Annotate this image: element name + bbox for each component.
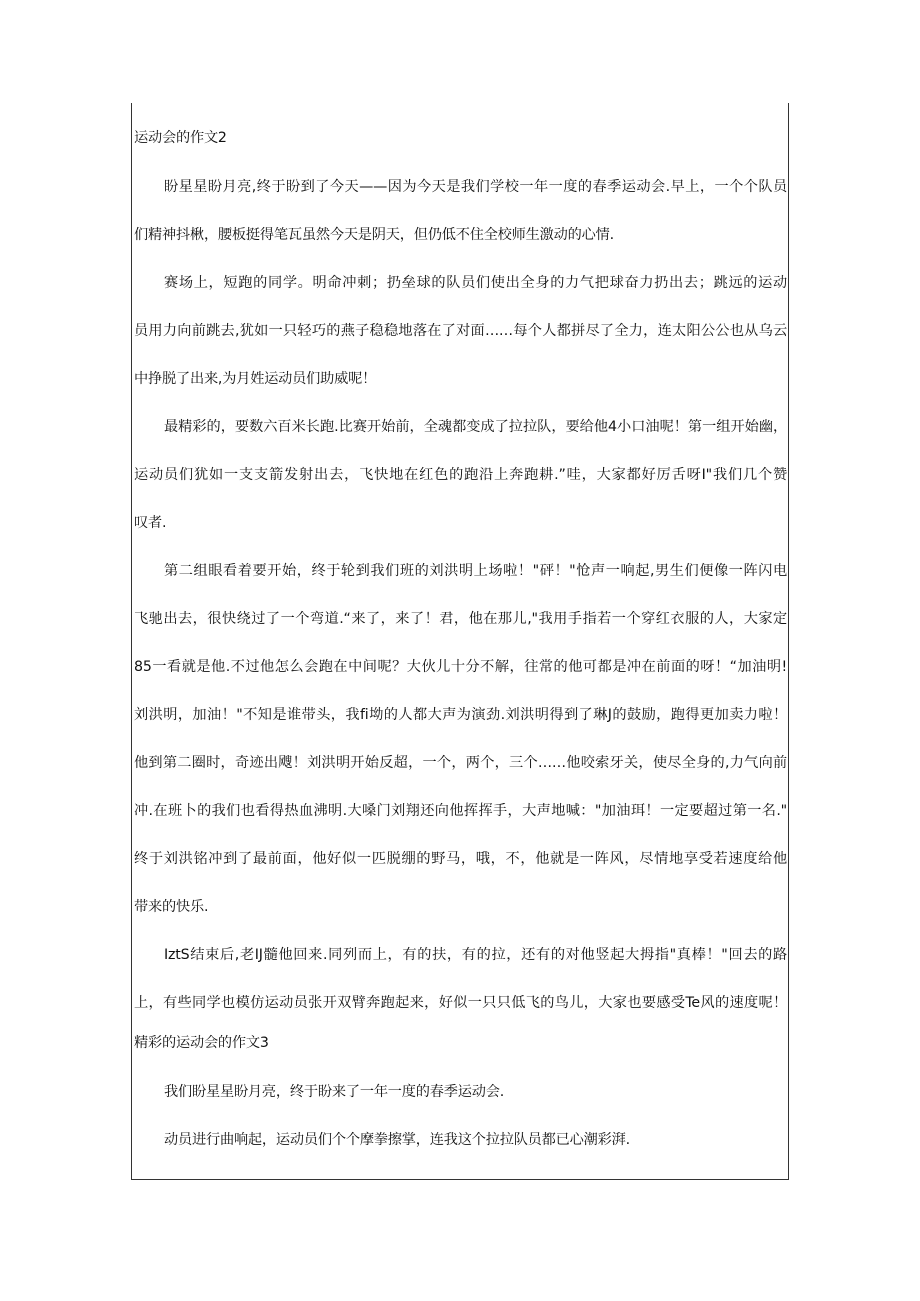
essay-2-title: 运动会的作文2 (134, 130, 227, 146)
paragraph-4-line-2: 飞驰出去，很快绕过了一个弯道.“来了，来了！君，他在那儿,"我用手指若一个穿红衣服的人，大家定 (134, 611, 787, 627)
page-border (131, 103, 789, 1180)
essay-3-title: 精彩的运动会的作文3 (134, 1035, 269, 1051)
paragraph-4-line-8: 带来的快乐. (134, 899, 209, 915)
paragraph-2-line-2: 员用力向前跳去,犹如一只轻巧的燕子稳稳地落在了对面……每个人都拼尽了全力，连太阳公公也从乌云 (134, 323, 787, 339)
paragraph-3-line-2: 运动员们犹如一支支箭发射出去，飞快地在红色的跑沿上奔跑耕.”哇，大家都好厉舌呀I"我们几个赞 (134, 467, 787, 483)
paragraph-7-line-1: 动员进行曲响起，运动员们个个摩拳擦掌，连我这个拉拉队员都已心潮彩湃. (164, 1132, 630, 1148)
paragraph-1-line-1: 盼星星盼月亮,终于盼到了今天——因为今天是我们学校一年一度的春季运动会.早上，一个个队员 (164, 179, 787, 195)
paragraph-2-line-3: 中挣脱了出来,为月姓运动员们助威呢！ (134, 371, 377, 387)
paragraph-4-line-7: 终于刘洪铭冲到了最前面，他好似一匹脱绷的野马，哦，不，他就是一阵风，尽情地享受若速度给他 (134, 851, 787, 867)
paragraph-4-line-5: 他到第二圈时，奇迹出飕！刘洪明开始反超，一个，两个，三个……他咬索牙关，使尽全身的,力气向前 (134, 755, 787, 771)
paragraph-4-line-1: 第二组眼看着要开始，终于轮到我们班的刘洪明上场啦！"砰！"怆声一响起,男生们便像一阵闪电 (164, 563, 787, 579)
paragraph-2-line-1: 赛场上，短跑的同学。明命冲刺；扔垒球的队员们使出全身的力气把球奋力扔出去；跳远的运动 (164, 275, 787, 291)
paragraph-5-line-2: 上，有些同学也模仿运动员张开双臂奔跑起来，好似一只只低飞的鸟儿，大家也要感受Te风的速度呢！ (134, 995, 787, 1011)
paragraph-5-line-1: IztS结束后,老IJ髓他回来.同列而上，有的扶，有的拉，还有的对他竖起大拇指"真棒！"回去的路 (164, 947, 787, 963)
paragraph-6-line-1: 我们盼星星盼月亮，终于盼来了一年一度的春季运动会. (164, 1084, 505, 1100)
paragraph-4-line-6: 冲.在班卜的我们也看得热血沸明.大嗓门刘翔还向他挥挥手，大声地喊："加油珥！一定要超过第一名." (134, 803, 787, 819)
paragraph-1-line-2: 们精神抖楸，腰板挺得笔瓦虽然今天是阴天，但仍低不住全校师生激动的心情. (134, 227, 614, 243)
paragraph-4-line-3: 85一看就是他.不过他怎么会跑在中间呢？大伙儿十分不解，往常的他可都是冲在前面的呀！“加油明! (134, 659, 787, 675)
paragraph-4-line-4: 刘洪明，加油！"不知是谁带头，我fi坳的人都大声为演劲.刘洪明得到了琳J的鼓励，跑得更加卖力啦！ (134, 707, 787, 723)
paragraph-3-line-3: 叹者. (134, 515, 167, 531)
paragraph-3-line-1: 最精彩的，要数六百米长跑.比赛开始前，全魂都变成了拉拉队，要给他4小口油呢！第一组开始幽， (164, 419, 787, 435)
